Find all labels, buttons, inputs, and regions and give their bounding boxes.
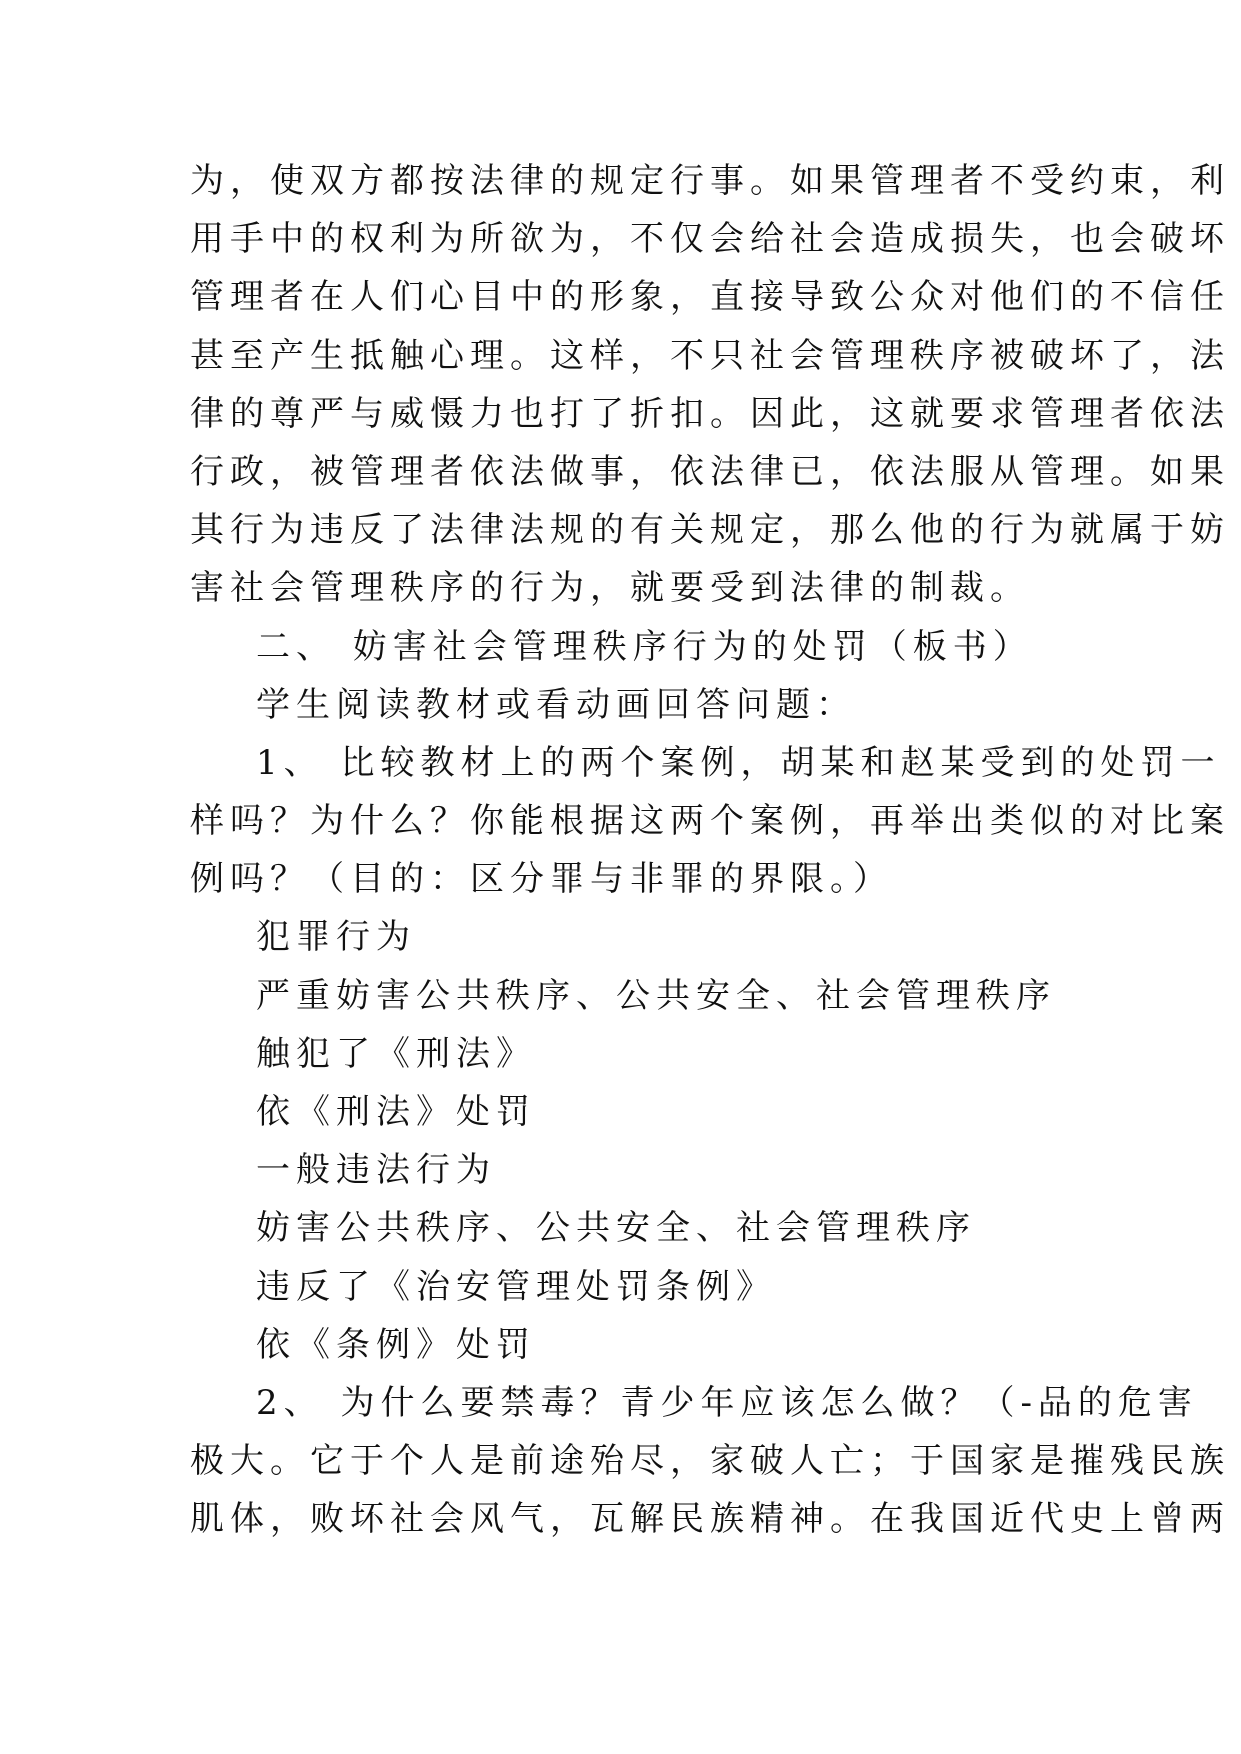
paragraph-line: 为，使双方都按法律的规定行事。如果管理者不受约束，利 xyxy=(190,161,1230,201)
list-item: 触犯了《刑法》 xyxy=(256,1033,536,1074)
section-heading: 二、 妨害社会管理秩序行为的处罚（板书） xyxy=(256,626,1033,667)
list-item: 严重妨害公共秩序、公共安全、社会管理秩序 xyxy=(256,975,1056,1016)
list-item: 一般违法行为 xyxy=(256,1150,496,1191)
paragraph-line: 害社会管理秩序的行为，就要受到法律的制裁。 xyxy=(190,568,1030,609)
list-item: 犯罪行为 xyxy=(256,917,416,958)
paragraph-line: 肌体，败坏社会风气，瓦解民族精神。在我国近代史上曾两 xyxy=(190,1499,1230,1540)
list-item: 妨害公共秩序、公共安全、社会管理秩序 xyxy=(256,1208,976,1249)
question-line: 1、 比较教材上的两个案例，胡某和赵某受到的处罚一 xyxy=(256,742,1221,783)
list-item: 依《条例》处罚 xyxy=(256,1324,536,1365)
paragraph-line: 行政，被管理者依法做事，依法律已，依法服从管理。如果 xyxy=(190,451,1230,492)
paragraph-line: 学生阅读教材或看动画回答问题： xyxy=(256,684,856,725)
list-item: 依《刑法》处罚 xyxy=(256,1092,536,1132)
paragraph-line: 样吗？为什么？你能根据这两个案例，再举出类似的对比案 xyxy=(190,801,1230,842)
paragraph-line: 极大。它于个人是前途殆尽，家破人亡；于国家是摧残民族 xyxy=(190,1441,1230,1482)
paragraph-line: 用手中的权利为所欲为，不仅会给社会造成损失，也会破坏 xyxy=(190,219,1230,260)
paragraph-line: 律的尊严与威慑力也打了折扣。因此，这就要求管理者依法 xyxy=(190,393,1230,434)
paragraph-line: 管理者在人们心目中的形象，直接导致公众对他们的不信任 xyxy=(190,277,1230,318)
paragraph-line: 甚至产生抵触心理。这样，不只社会管理秩序被破坏了，法 xyxy=(190,335,1230,376)
document-body xyxy=(190,152,1230,1549)
paragraph-line: 其行为违反了法律法规的有关规定，那么他的行为就属于妨 xyxy=(190,510,1230,551)
list-item: 违反了《治安管理处罚条例》 xyxy=(256,1266,776,1307)
question-line: 2、 为什么要禁毒？青少年应该怎么做？（-品的危害 xyxy=(256,1382,1198,1423)
paragraph-line: 例吗？（目的：区分罪与非罪的界限。） xyxy=(190,859,893,900)
